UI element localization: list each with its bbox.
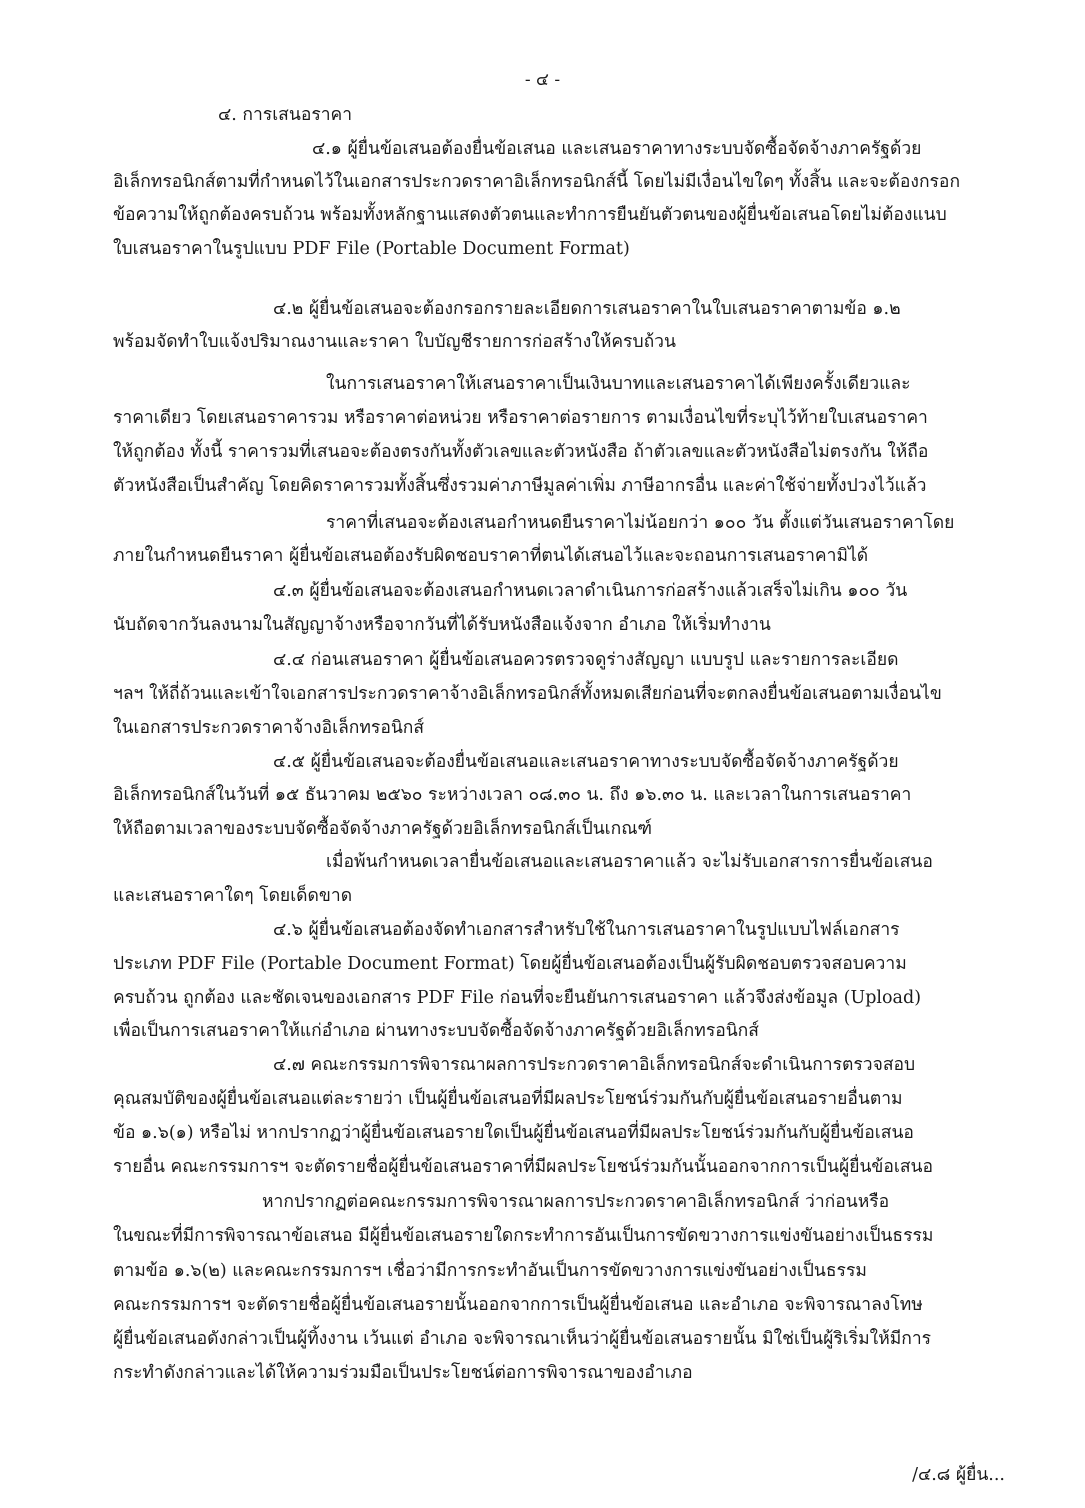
section-heading: ๔. การเสนอราคา: [218, 105, 353, 125]
para-4-7-line-3: ข้อ ๑.๖(๑) หรือไม่ หากปรากฏว่าผู้ยื่นข้อเสนอรายใดเป็นผู้ยื่นข้อเสนอที่มีผลประโยชน์ร่วมกันกับผู้ยื่นข้อเสนอ: [113, 1123, 914, 1143]
pricing-line-1: ในการเสนอราคาให้เสนอราคาเป็นเงินบาทและเสนอราคาได้เพียงครั้งเดียวและ: [326, 374, 911, 394]
para-4-6-line-3: ครบถ้วน ถูกต้อง และชัดเจนของเอกสาร PDF File ก่อนที่จะยืนยันการเสนอราคา แล้วจึงส่งข้อมูล (Upload): [113, 988, 922, 1008]
pricing-line-4: ตัวหนังสือเป็นสำคัญ โดยคิดราคารวมทั้งสิ้นซึ่งรวมค่าภาษีมูลค่าเพิ่ม ภาษีอากรอื่น และค่าใช้จ่ายทั้งปวงไว้แล้ว: [113, 476, 927, 496]
para-4-7-line-7: ตามข้อ ๑.๖(๒) และคณะกรรมการฯ เชื่อว่ามีการกระทำอันเป็นการขัดขวางการแข่งขันอย่างเป็นธรรม: [113, 1261, 867, 1281]
para-4-5-line-3: ให้ถือตามเวลาของระบบจัดซื้อจัดจ้างภาครัฐด้วยอิเล็กทรอนิกส์เป็นเกณฑ์: [113, 819, 653, 839]
para-4-5-line-4: เมื่อพ้นกำหนดเวลายื่นข้อเสนอและเสนอราคาแล้ว จะไม่รับเอกสารการยื่นข้อเสนอ: [326, 852, 933, 872]
para-4-5-line-5: และเสนอราคาใดๆ โดยเด็ดขาด: [113, 886, 353, 906]
para-4-3-line-2: นับถัดจากวันลงนามในสัญญาจ้างหรือจากวันที่ได้รับหนังสือแจ้งจาก อำเภอ ให้เริ่มทำงาน: [113, 615, 771, 635]
para-4-7-line-9: ผู้ยื่นข้อเสนอดังกล่าวเป็นผู้ทิ้งงาน เว้นแต่ อำเภอ จะพิจารณาเห็นว่าผู้ยื่นข้อเสนอรายนั้น มิใช่เป็นผู้ริเริ่มให้มีการ: [113, 1329, 932, 1349]
para-4-7-line-1: ๔.๗ คณะกรรมการพิจารณาผลการประกวดราคาอิเล็กทรอนิกส์จะดำเนินการตรวจสอบ: [273, 1055, 916, 1075]
para-4-5-line-1: ๔.๕ ผู้ยื่นข้อเสนอจะต้องยื่นข้อเสนอและเสนอราคาทางระบบจัดซื้อจัดจ้างภาครัฐด้วย: [273, 752, 899, 772]
para-4-6-line-1: ๔.๖ ผู้ยื่นข้อเสนอต้องจัดทำเอกสารสำหรับใช้ในการเสนอราคาในรูปแบบไฟล์เอกสาร: [273, 920, 900, 940]
para-4-6-line-4: เพื่อเป็นการเสนอราคาให้แก่อำเภอ ผ่านทางระบบจัดซื้อจัดจ้างภาครัฐด้วยอิเล็กทรอนิกส์: [113, 1021, 759, 1041]
para-4-4-line-1: ๔.๔ ก่อนเสนอราคา ผู้ยื่นข้อเสนอควรตรวจดูร่างสัญญา แบบรูป และรายการละเอียด: [273, 650, 899, 670]
para-4-2-line-1: ๔.๒ ผู้ยื่นข้อเสนอจะต้องกรอกรายละเอียดการเสนอราคาในใบเสนอราคาตามข้อ ๑.๒: [273, 299, 901, 319]
validity-line-2: ภายในกำหนดยืนราคา ผู้ยื่นข้อเสนอต้องรับผิดชอบราคาที่ตนได้เสนอไว้และจะถอนการเสนอราคามิได้: [113, 546, 869, 566]
para-4-3-line-1: ๔.๓ ผู้ยื่นข้อเสนอจะต้องเสนอกำหนดเวลาดำเนินการก่อสร้างแล้วเสร็จไม่เกิน ๑๐๐ วัน: [273, 581, 908, 601]
para-4-1-line-1: ๔.๑ ผู้ยื่นข้อเสนอต้องยื่นข้อเสนอ และเสนอราคาทางระบบจัดซื้อจัดจ้างภาครัฐด้วย: [312, 139, 922, 159]
para-4-7-line-6: ในขณะที่มีการพิจารณาข้อเสนอ มีผู้ยื่นข้อเสนอรายใดกระทำการอันเป็นการขัดขวางการแข่งขันอย่างเป็นธรรม: [113, 1226, 934, 1246]
page-number: - ๔ -: [524, 70, 561, 90]
para-4-7-line-8: คณะกรรมการฯ จะตัดรายชื่อผู้ยื่นข้อเสนอรายนั้นออกจากการเป็นผู้ยื่นข้อเสนอ และอำเภอ จะพิจารณาลงโทษ: [113, 1295, 923, 1315]
para-4-4-line-2: ฯลฯ ให้ถี่ถ้วนและเข้าใจเอกสารประกวดราคาจ้างอิเล็กทรอนิกส์ทั้งหมดเสียก่อนที่จะตกลงยื่นข้อเสนอตามเงื่อนไข: [113, 684, 942, 704]
para-4-1-line-2: อิเล็กทรอนิกส์ตามที่กำหนดไว้ในเอกสารประกวดราคาอิเล็กทรอนิกส์นี้ โดยไม่มีเงื่อนไขใดๆ ทั้งสิ้น และจะต้องกรอก: [113, 172, 961, 192]
para-4-7-line-5: หากปรากฏต่อคณะกรรมการพิจารณาผลการประกวดราคาอิเล็กทรอนิกส์ ว่าก่อนหรือ: [262, 1192, 890, 1212]
para-4-1-line-3: ข้อความให้ถูกต้องครบถ้วน พร้อมทั้งหลักฐานแสดงตัวตนและทำการยืนยันตัวตนของผู้ยื่นข้อเสนอโดยไม่ต้องแนบ: [113, 205, 947, 225]
validity-line-1: ราคาที่เสนอจะต้องเสนอกำหนดยืนราคาไม่น้อยกว่า ๑๐๐ วัน ตั้งแต่วันเสนอราคาโดย: [326, 513, 955, 533]
para-4-7-line-10: กระทำดังกล่าวและได้ให้ความร่วมมือเป็นประโยชน์ต่อการพิจารณาของอำเภอ: [113, 1363, 693, 1383]
para-4-1-line-4: ใบเสนอราคาในรูปแบบ PDF File (Portable Document Format): [113, 239, 630, 259]
pricing-line-3: ให้ถูกต้อง ทั้งนี้ ราคารวมที่เสนอจะต้องตรงกันทั้งตัวเลขและตัวหนังสือ ถ้าตัวเลขและตัวหนังสือไม่ตรงกัน ให้ถือ: [113, 442, 929, 462]
continuation-marker: /๔.๘ ผู้ยื่น...: [912, 1465, 1005, 1485]
para-4-6-line-2: ประเภท PDF File (Portable Document Format) โดยผู้ยื่นข้อเสนอต้องเป็นผู้รับผิดชอบตรวจสอบความ: [113, 954, 907, 974]
pricing-line-2: ราคาเดียว โดยเสนอราคารวม หรือราคาต่อหน่วย หรือราคาต่อรายการ ตามเงื่อนไขที่ระบุไว้ท้ายใบเสนอราคา: [113, 408, 928, 428]
para-4-7-line-2: คุณสมบัติของผู้ยื่นข้อเสนอแต่ละรายว่า เป็นผู้ยื่นข้อเสนอที่มีผลประโยชน์ร่วมกันกับผู้ยื่นข้อเสนอรายอื่นตาม: [113, 1089, 903, 1109]
para-4-7-line-4: รายอื่น คณะกรรมการฯ จะตัดรายชื่อผู้ยื่นข้อเสนอราคาที่มีผลประโยชน์ร่วมกันนั้นออกจากการเป็นผู้ยื่นข้อเสนอ: [113, 1157, 934, 1177]
para-4-5-line-2: อิเล็กทรอนิกส์ในวันที่ ๑๕ ธันวาคม ๒๕๖๐ ระหว่างเวลา ๐๘.๓๐ น. ถึง ๑๖.๓๐ น. และเวลาในการเสนอราคา: [113, 785, 912, 805]
para-4-2-line-2: พร้อมจัดทำใบแจ้งปริมาณงานและราคา ใบบัญชีรายการก่อสร้างให้ครบถ้วน: [113, 332, 676, 352]
para-4-4-line-3: ในเอกสารประกวดราคาจ้างอิเล็กทรอนิกส์: [113, 718, 425, 738]
